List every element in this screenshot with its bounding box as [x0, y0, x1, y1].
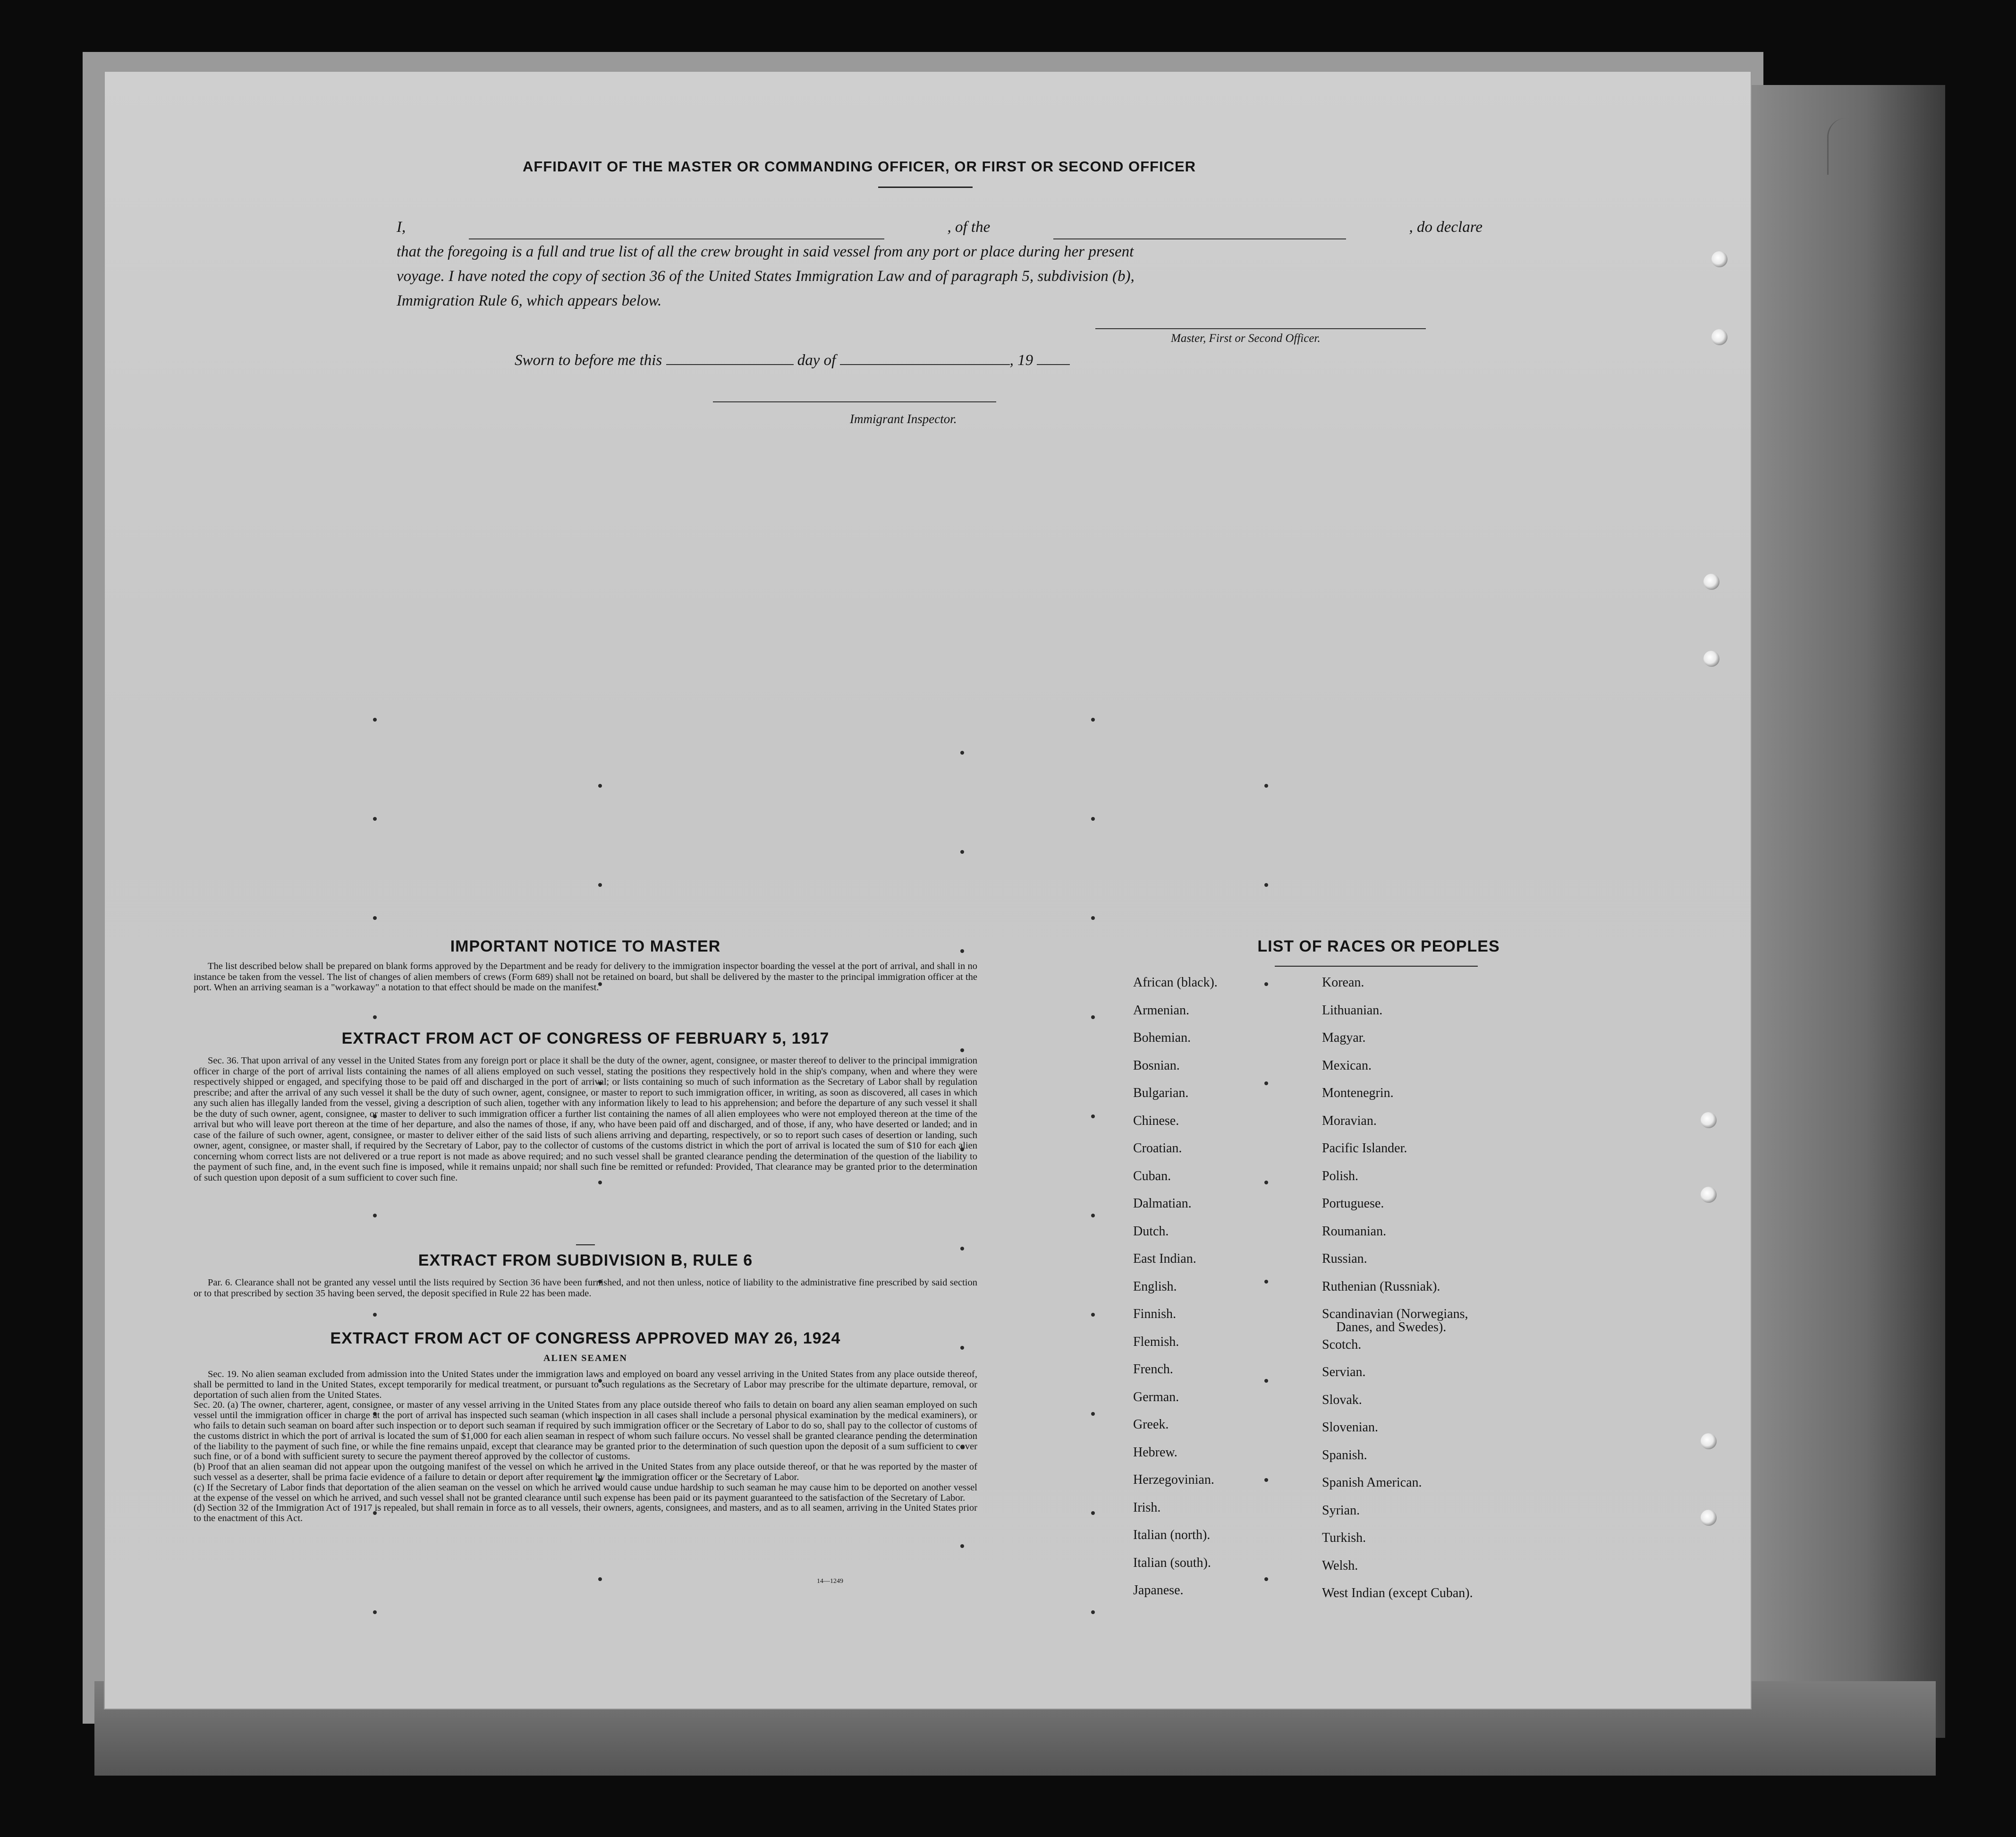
punch-hole: [1701, 1187, 1717, 1203]
affidavit-line1-start: I,: [397, 219, 406, 236]
bleed-through-dot: [1264, 1181, 1268, 1184]
bleed-through-dot: [1091, 1313, 1095, 1317]
sworn-mid: day of: [797, 352, 836, 369]
race-item: Spanish.: [1322, 1447, 1367, 1463]
sworn-year-blank[interactable]: [1037, 364, 1070, 365]
race-item: Cuban.: [1133, 1168, 1171, 1183]
bleed-through-dot: [960, 1247, 964, 1250]
bleed-through-dot: [1091, 1511, 1095, 1515]
race-item: Polish.: [1322, 1168, 1359, 1183]
race-item: Pacific Islander.: [1322, 1141, 1407, 1156]
bleed-through-dot: [1091, 1114, 1095, 1118]
race-item: Greek.: [1133, 1417, 1169, 1432]
race-item: Croatian.: [1133, 1141, 1182, 1156]
bleed-through-dot: [1091, 1015, 1095, 1019]
title-rule: [878, 187, 973, 188]
race-item: Servian.: [1322, 1365, 1366, 1379]
race-item: Syrian.: [1322, 1503, 1360, 1518]
affidavit-title: AFFIDAVIT OF THE MASTER OR COMMANDING OFFICER, OR FIRST OR SECOND OFFICER: [522, 158, 1196, 175]
punch-hole: [1703, 574, 1720, 590]
officer-name-blank[interactable]: [469, 215, 884, 239]
race-item: Montenegrin.: [1322, 1086, 1394, 1100]
races-title-rule: [1275, 966, 1478, 967]
race-item: Turkish.: [1322, 1531, 1366, 1545]
bleed-through-dot: [960, 1048, 964, 1052]
race-item: Dalmatian.: [1133, 1196, 1192, 1211]
underlying-sheet-edge: [1747, 85, 1945, 1738]
bleed-through-dot: [373, 817, 377, 821]
sworn-statement: [515, 352, 1070, 369]
affidavit-line-2: that the foregoing is a full and true list of all the crew brought in said vessel from any port or place during her present: [397, 243, 1134, 260]
bleed-through-dot: [373, 1610, 377, 1614]
race-item: Magyar.: [1322, 1030, 1366, 1045]
race-item: Bohemian.: [1133, 1030, 1191, 1045]
bleed-through-dot: [1091, 1610, 1095, 1614]
section-divider: [576, 1244, 595, 1245]
bleed-through-dot: [1091, 718, 1095, 722]
extract-rule6-body: Par. 6. Clearance shall not be granted any vessel until the lists required by Section 36 have been furnished, and not then unless, notice of liability to the administrative fine prescribed by said section or to that prescribed by section 35 having been served, the deposit specified in Rule 22 has been made.: [194, 1277, 977, 1299]
sworn-start: Sworn to before me this: [515, 352, 662, 369]
race-item: Slovenian.: [1322, 1420, 1378, 1435]
races-title: LIST OF RACES OR PEOPLES: [1257, 937, 1500, 955]
race-item: Spanish American.: [1322, 1475, 1422, 1490]
race-item: Welsh.: [1322, 1558, 1358, 1573]
document-page: [104, 71, 1752, 1709]
punch-hole: [1701, 1433, 1717, 1449]
punch-hole: [1703, 651, 1720, 667]
race-item: Slovak.: [1322, 1392, 1362, 1407]
bleed-through-dot: [1264, 1081, 1268, 1085]
race-item: Ruthenian (Russniak).: [1322, 1279, 1440, 1294]
bleed-through-dot: [1264, 883, 1268, 887]
race-item: West Indian (except Cuban).: [1322, 1586, 1473, 1600]
affidavit-line-4: Immigration Rule 6, which appears below.: [397, 292, 662, 309]
bleed-through-dot: [373, 1015, 377, 1019]
bleed-through-dot: [960, 850, 964, 854]
bleed-through-dot: [1264, 982, 1268, 986]
race-item: Portuguese.: [1322, 1196, 1384, 1211]
page-corner-curl: [1827, 118, 1871, 175]
bleed-through-dot: [373, 1214, 377, 1217]
punch-hole: [1711, 329, 1728, 345]
punch-hole: [1701, 1510, 1717, 1526]
punch-hole: [1701, 1112, 1717, 1128]
bleed-through-dot: [373, 1313, 377, 1317]
bleed-through-dot: [960, 751, 964, 755]
affidavit-line1-end: , do declare: [1409, 219, 1482, 236]
alien-seamen-subtitle: ALIEN SEAMEN: [543, 1353, 627, 1363]
bleed-through-dot: [1091, 1412, 1095, 1416]
race-item: Chinese.: [1133, 1113, 1179, 1128]
punch-hole: [1711, 251, 1728, 267]
race-item: East Indian.: [1133, 1251, 1196, 1266]
race-item: Japanese.: [1133, 1583, 1184, 1598]
bleed-through-dot: [1091, 817, 1095, 821]
race-item-continuation: Danes, and Swedes).: [1336, 1320, 1447, 1335]
race-item: Scotch.: [1322, 1337, 1362, 1352]
affidavit-text: [397, 215, 1482, 313]
race-item: Flemish.: [1133, 1334, 1179, 1349]
signature-label: Master, First or Second Officer.: [1171, 332, 1321, 345]
bleed-through-dot: [373, 718, 377, 722]
vessel-name-blank[interactable]: [1053, 215, 1346, 239]
race-item: Herzegovinian.: [1133, 1472, 1214, 1487]
bleed-through-dot: [1264, 1379, 1268, 1383]
race-item: Russian.: [1322, 1251, 1367, 1266]
race-item: Lithuanian.: [1322, 1003, 1383, 1018]
inspector-label: Immigrant Inspector.: [850, 412, 957, 426]
bleed-through-dot: [373, 916, 377, 920]
signature-line[interactable]: [1095, 328, 1426, 329]
form-number: 14—1249: [817, 1578, 843, 1585]
race-item: Bulgarian.: [1133, 1086, 1189, 1100]
bleed-through-dot: [1264, 1577, 1268, 1581]
bleed-through-dot: [960, 949, 964, 953]
affidavit-line-1: [397, 215, 1482, 239]
extract-1917-body: Sec. 36. That upon arrival of any vessel in the United States from any foreign port or place it shall be the duty of the owner, agent, consignee, or master thereof to deliver to the principal immigration officer in charge of the port of arrival lists containing the names of all aliens employed on such vessel, stating the positions they respectively hold in the ship's company, when and where they were respectively shipped or engaged, and specifying those to be paid off and discharged in the port of arrival; or lists containing so much of such information as the Secretary of Labor shall by regulation prescribe; and after the arrival of any such vessel it shall be the duty of such owner, agent, consignee, or master to report to such immigration officer, in writing, as soon as discovered, all cases in which any such alien has illegally landed from the vessel, giving a description of such alien, together with any information likely to lead to his apprehension; and before the departure of any such vessel it shall be the duty of such owner, agent, consignee, or master to deliver to such immigration officer a further list containing the names of all alien employees who were not employed thereon at the time of the arrival but who will leave port thereon at the time of her departure, and also the names of those, if any, who have been paid off and discharged, and of those, if any, who have deserted or landed; and in case of the failure of such owner, agent, consignee, or master to deliver either of the said lists of such aliens arriving and departing, respectively, or so to report such cases of desertion or landing, such owner, agent, consignee, or master shall, if required by the Secretary of Labor, pay to the collector of customs of the customs district in which the port of arrival is located the sum of $10 for each alien concerning whom correct lists are not delivered or a true report is not made as above required; and no such vessel shall be granted clearance pending the determination of the question of the liability to the payment of such fine, and, in the event such fine is imposed, while it remains unpaid; nor shall such fine be remitted or refunded: Provided, That clearance may be granted prior to the determination of such question upon deposit of a sum sufficient to cover such fine.: [194, 1055, 977, 1183]
race-item: Bosnian.: [1133, 1058, 1180, 1073]
sworn-day-blank[interactable]: [666, 364, 794, 365]
affidavit-line1-mid: , of the: [947, 219, 991, 236]
bleed-through-dot: [598, 1577, 602, 1581]
bleed-through-dot: [598, 784, 602, 788]
race-item: French.: [1133, 1362, 1173, 1377]
extract-1924-title: EXTRACT FROM ACT OF CONGRESS APPROVED MAY 26, 1924: [330, 1329, 841, 1347]
bleed-through-dot: [1264, 1478, 1268, 1482]
notice-title: IMPORTANT NOTICE TO MASTER: [450, 937, 721, 955]
extract-rule6-title: EXTRACT FROM SUBDIVISION B, RULE 6: [418, 1251, 753, 1269]
race-item: Moravian.: [1322, 1113, 1377, 1128]
race-item: African (black).: [1133, 975, 1218, 990]
race-item: Dutch.: [1133, 1224, 1169, 1239]
bleed-through-dot: [1264, 784, 1268, 788]
race-item: Finnish.: [1133, 1307, 1177, 1321]
bleed-through-dot: [1264, 1280, 1268, 1284]
race-item: English.: [1133, 1279, 1177, 1294]
race-item: German.: [1133, 1389, 1179, 1404]
race-item: Armenian.: [1133, 1003, 1189, 1018]
bleed-through-dot: [598, 883, 602, 887]
bleed-through-dot: [1091, 1214, 1095, 1217]
sworn-month-blank[interactable]: [840, 364, 1010, 365]
race-item: Scandinavian (Norwegians,: [1322, 1307, 1468, 1321]
bleed-through-dot: [1091, 916, 1095, 920]
extract-1917-title: EXTRACT FROM ACT OF CONGRESS OF FEBRUARY 5, 1917: [341, 1029, 830, 1047]
race-item: Mexican.: [1322, 1058, 1372, 1073]
extract-1924-body: Sec. 19. No alien seaman excluded from admission into the United States under the immigration laws and employed on board any vessel arriving in the United States from any place outside thereof, shall be permitted to land in the United States, except temporarily for medical treatment, or pursuant to such regulations as the Secretary of Labor may prescribe for the ultimate departure, removal, or deportation of such alien from the United States. Sec. 20. (a) The owner, charterer, agent, consignee, or master of any vessel arriving in the United States from any place outside thereof who fails to detain on board any alien seaman employed on such vessel until the immigration officer in charge at the port of arrival has inspected such seaman (which inspection in all cases shall include a personal physical examination by the medical examiners), or who fails to detain such seaman on board after such inspection or to deport such seaman if required by such immigration officer or the Secretary of Labor to do so, shall pay to the collector of customs of the customs district in which the port of arrival is located the sum of $1,000 for each alien seaman in respect of whom such failure occurs. No vessel shall be granted clearance pending the determination of the liability to the payment of such fine, or while the fine remains unpaid, except that clearance may be granted prior to the determination of such question upon the deposit of a sum sufficient to cover such fine, or of a bond with sufficient surety to secure the payment thereof approved by the collector of customs. (b) Proof that an alien seaman did not appear upon the outgoing manifest of the vessel on which he arrived in the United States from any place outside thereof, or that he was reported by the master of such vessel as a deserter, shall be prima facie evidence of a failure to detain or deport after requirement by the immigration officer or the Secretary of Labor. (c) If the Secretary of Labor finds that deportation of the alien seaman on the vessel on which he arrived would cause undue hardship to such seaman he may cause him to be deported on another vessel at the expense of the vessel on which he arrived, and such vessel shall not be granted clearance until such expense has been paid or its payment guaranteed to the satisfaction of the Secretary of Labor. (d) Section 32 of the Immigration Act of 1917 is repealed, but shall remain in force as to all vessels, their owners, agents, consignees, and masters, and as to all seamen, arriving in the United States prior to the enactment of this Act.: [194, 1369, 977, 1524]
race-item: Italian (north).: [1133, 1528, 1211, 1542]
race-item: Roumanian.: [1322, 1224, 1387, 1239]
race-item: Hebrew.: [1133, 1445, 1177, 1460]
bleed-through-dot: [960, 1544, 964, 1548]
inspector-signature-line[interactable]: [713, 401, 996, 402]
race-item: Korean.: [1322, 975, 1364, 990]
race-item: Italian (south).: [1133, 1555, 1211, 1570]
affidavit-line-3: voyage. I have noted the copy of section 36 of the United States Immigration Law and of paragraph 5, subdivision (b),: [397, 268, 1135, 285]
race-item: Irish.: [1133, 1500, 1161, 1515]
sworn-year: , 19: [1009, 352, 1033, 369]
notice-body: The list described below shall be prepared on blank forms approved by the Department and be ready for delivery to the immigration inspector boarding the vessel at the port of arrival, and shall in no instance be taken from the vessel. The list of changes of alien members of crews (Form 689) shall not be retained on board, but shall be delivered by the master to the principal immigration officer at the port. When an arriving seaman is a "workaway" a notation to that effect should be made on the manifest.: [194, 961, 977, 993]
